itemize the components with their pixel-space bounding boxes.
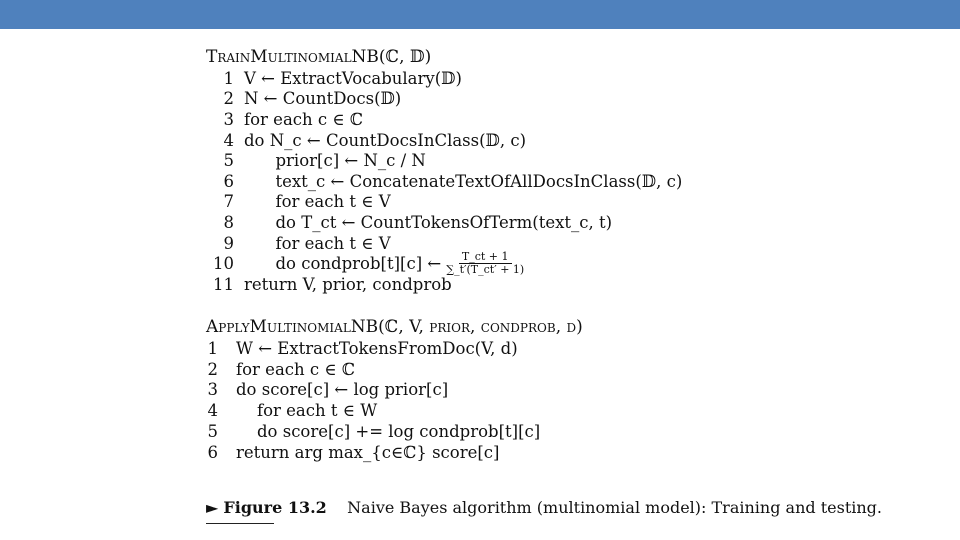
train-line bbox=[206, 68, 682, 89]
train-line bbox=[206, 274, 682, 295]
line-number: 2 bbox=[223, 89, 234, 109]
line-number: 2 bbox=[207, 359, 218, 379]
train-algorithm bbox=[206, 46, 682, 295]
train-title: TrainMultinomialNB(ℂ, 𝔻) bbox=[206, 47, 432, 67]
line-code: for each t ∈ V bbox=[244, 233, 391, 253]
train-line bbox=[206, 89, 682, 110]
line-number: 10 bbox=[213, 254, 234, 274]
apply-line bbox=[206, 359, 583, 380]
apply-title: ApplyMultinomialNB(ℂ, V, prior, condprob, d) bbox=[206, 317, 583, 337]
line-code: for each c ∈ ℂ bbox=[244, 109, 363, 129]
caption-marker-icon: ► bbox=[206, 498, 219, 517]
line-number: 3 bbox=[207, 380, 218, 400]
line-number: 8 bbox=[223, 212, 234, 232]
apply-line bbox=[206, 338, 583, 359]
line-code: prior[c] ← N_c / N bbox=[244, 151, 426, 171]
train-line bbox=[206, 130, 682, 151]
header-bar bbox=[0, 0, 960, 29]
line-code: do score[c] += log condprob[t][c] bbox=[236, 422, 541, 442]
line-code: V ← ExtractVocabulary(𝔻) bbox=[244, 68, 462, 88]
line-code: do T_ct ← CountTokensOfTerm(text_c, t) bbox=[244, 212, 613, 232]
line-number: 4 bbox=[207, 401, 218, 421]
line-number: 5 bbox=[223, 151, 234, 171]
line-number: 3 bbox=[223, 109, 234, 129]
line-code: do score[c] ← log prior[c] bbox=[236, 380, 449, 400]
train-line bbox=[206, 109, 682, 130]
train-line bbox=[206, 250, 682, 277]
figure-label: Figure 13.2 bbox=[223, 498, 327, 517]
line-code: return arg max_{c∈ℂ} score[c] bbox=[236, 442, 500, 462]
line-code: for each t ∈ W bbox=[236, 401, 378, 421]
apply-algorithm bbox=[206, 316, 583, 463]
line-number: 7 bbox=[223, 192, 234, 212]
line-number: 6 bbox=[207, 442, 218, 462]
line-number: 1 bbox=[207, 338, 218, 358]
line-number: 4 bbox=[223, 130, 234, 150]
apply-line bbox=[206, 442, 583, 463]
train-line bbox=[206, 171, 682, 192]
line-number: 9 bbox=[223, 233, 234, 253]
apply-line bbox=[206, 421, 583, 442]
fraction-denominator: ∑_t′(T_ct′ + 1) bbox=[446, 263, 525, 277]
line-number: 5 bbox=[207, 422, 218, 442]
line-code: for each t ∈ V bbox=[244, 192, 391, 212]
train-line bbox=[206, 192, 682, 213]
line-number: 11 bbox=[213, 274, 234, 294]
line-code: for each c ∈ ℂ bbox=[236, 359, 355, 379]
line-code: text_c ← ConcatenateTextOfAllDocsInClass(𝔻, c) bbox=[244, 171, 683, 191]
train-line bbox=[206, 212, 682, 233]
line-number: 6 bbox=[223, 171, 234, 191]
line-number: 1 bbox=[223, 68, 234, 88]
line-code: W ← ExtractTokensFromDoc(V, d) bbox=[236, 338, 518, 358]
caption-text: Naive Bayes algorithm (multinomial model): Training and testing. bbox=[347, 498, 882, 517]
line-code: N ← CountDocs(𝔻) bbox=[244, 89, 402, 109]
train-line bbox=[206, 150, 682, 171]
line-code: do condprob[t][c] ← bbox=[244, 254, 442, 274]
apply-line bbox=[206, 380, 583, 401]
apply-line bbox=[206, 400, 583, 421]
fraction bbox=[444, 251, 526, 276]
figure-caption bbox=[206, 498, 882, 517]
fraction-numerator: T_ct + 1 bbox=[459, 251, 512, 264]
line-code: do N_c ← CountDocsInClass(𝔻, c) bbox=[244, 130, 527, 150]
caption-underline bbox=[206, 523, 274, 524]
line-code: return V, prior, condprob bbox=[244, 274, 452, 294]
